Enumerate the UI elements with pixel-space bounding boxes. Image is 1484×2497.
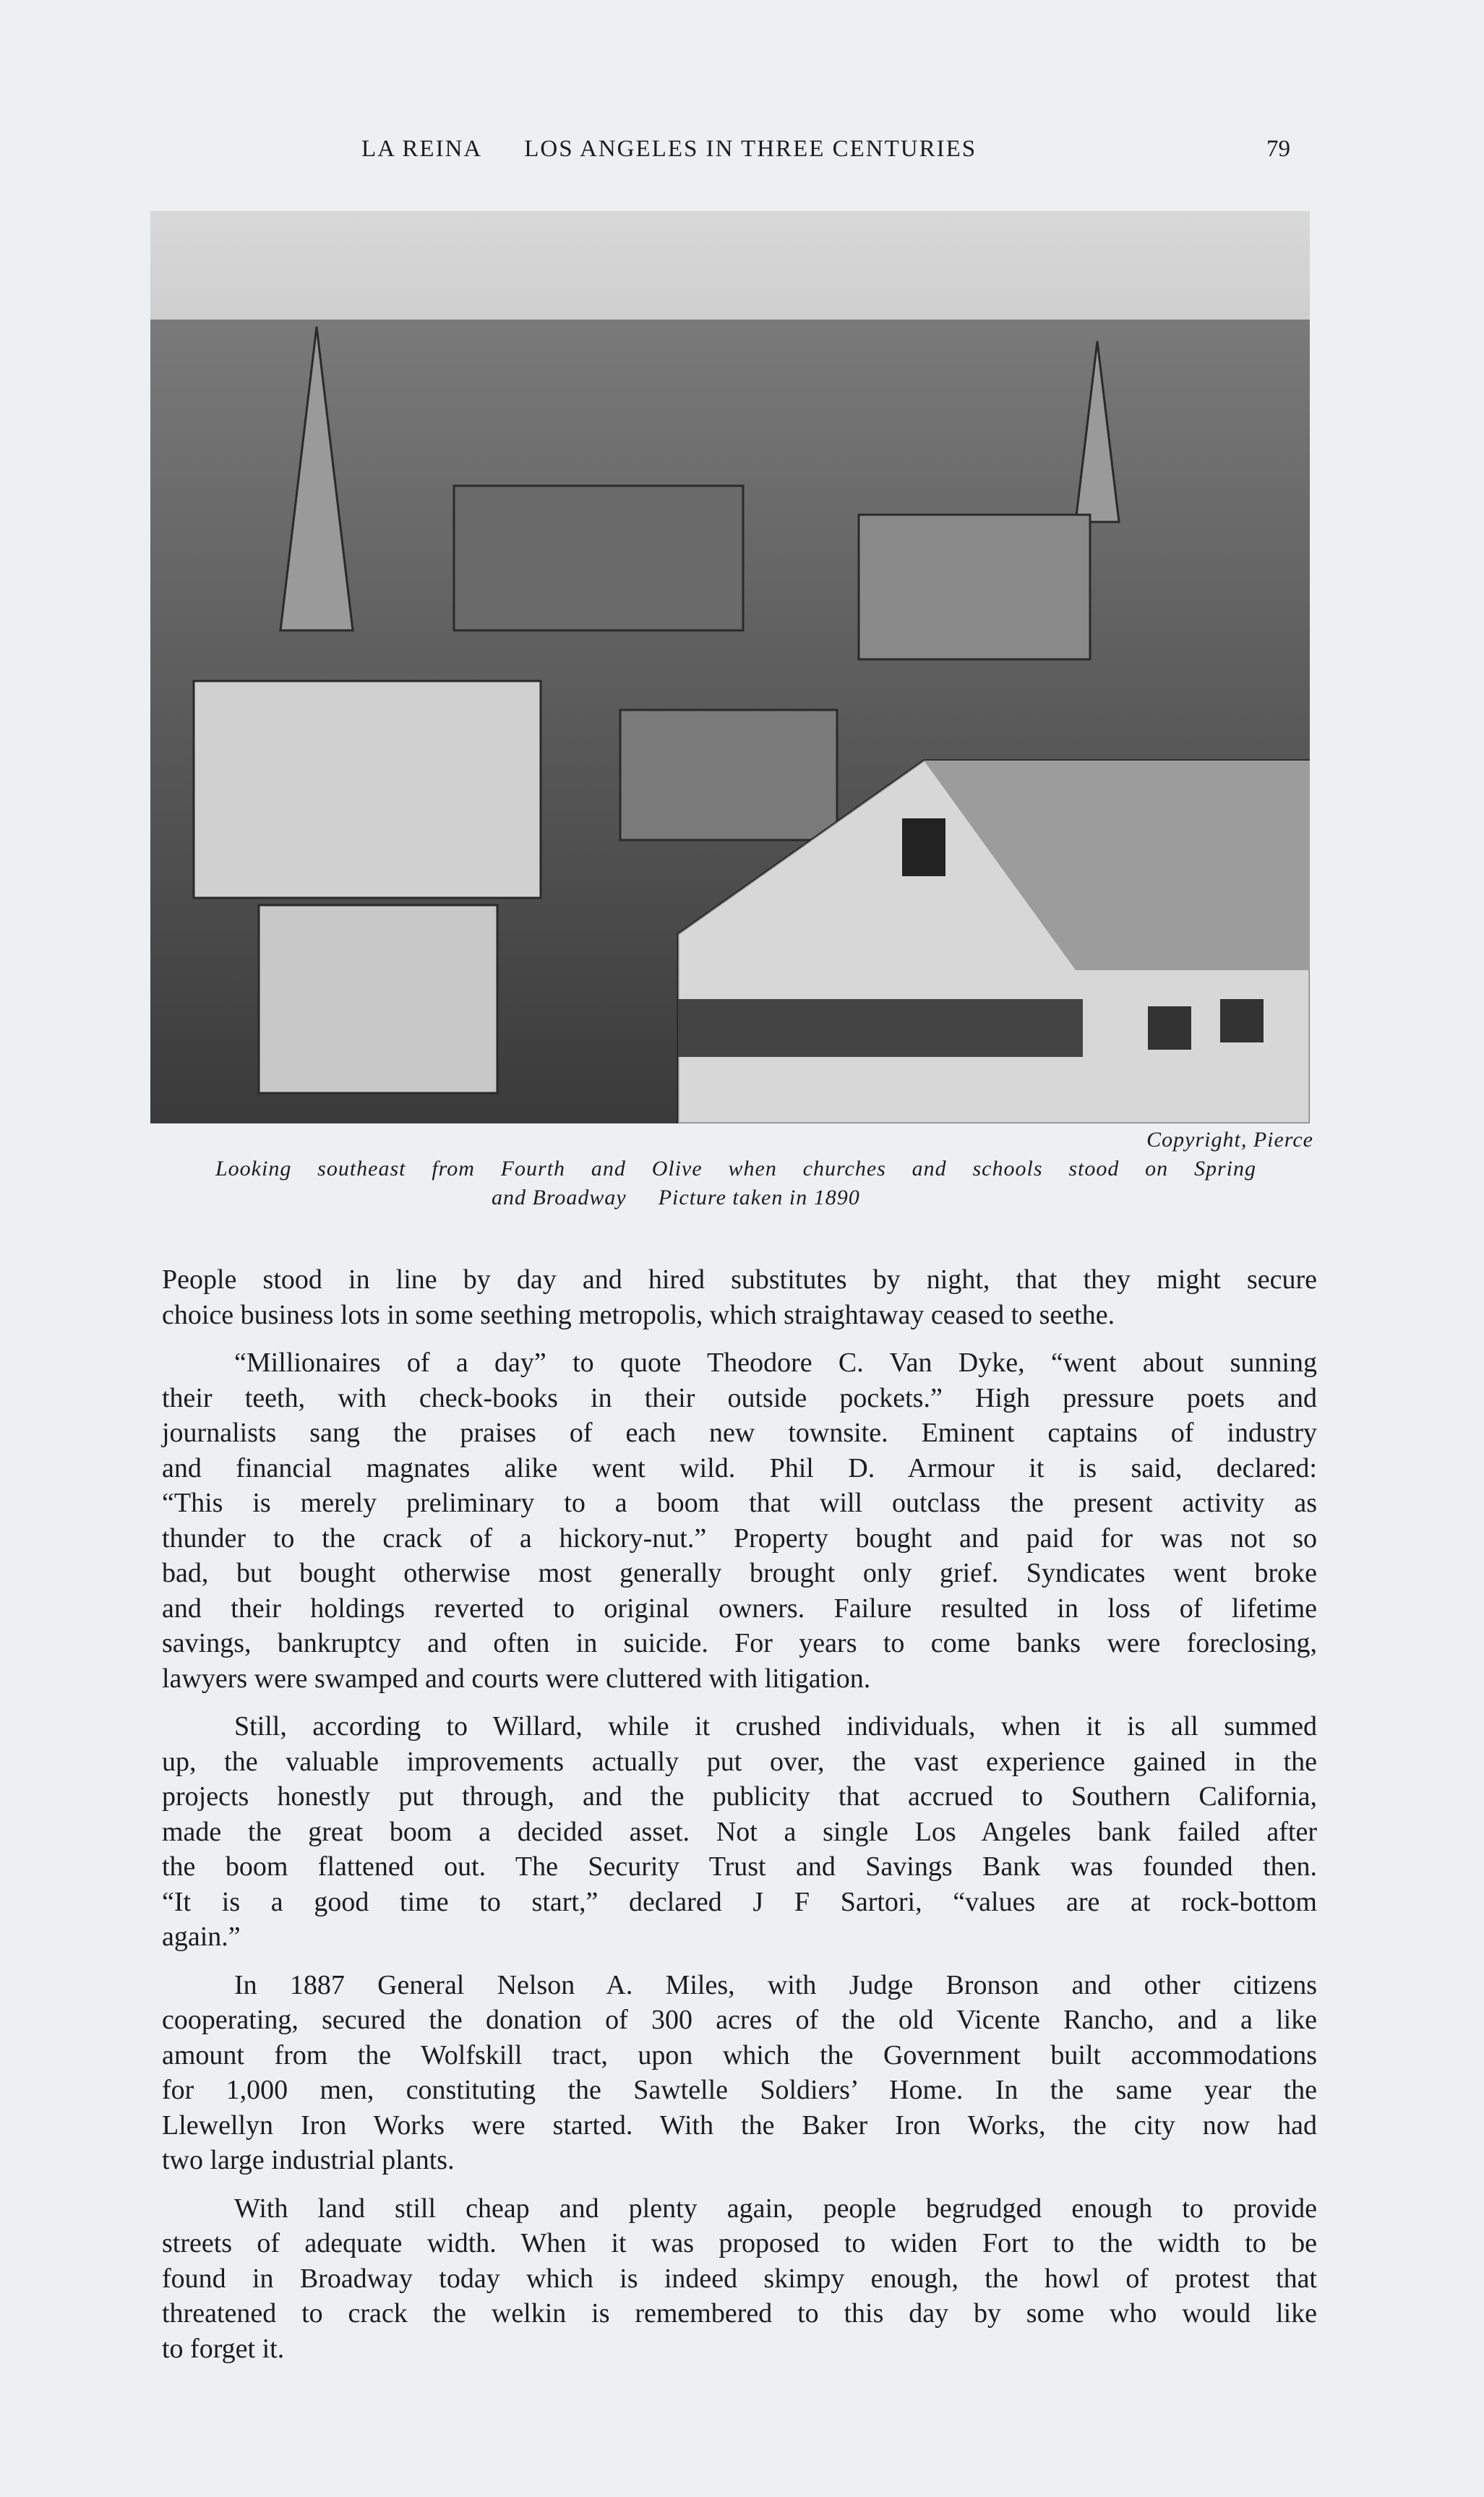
text-line: choice business lots in some seething metropolis, which straightaway ceased to seethe. [162, 1299, 1115, 1330]
text-line: up, the valuable improvements actually put over, the vast experience gained in the [162, 1746, 1317, 1777]
text-line: made the great boom a decided asset. Not a single Los Angeles bank failed after [162, 1816, 1317, 1847]
text-line: bad, but bought otherwise most generally brought only grief. Syndicates went broke [162, 1558, 1317, 1588]
text-line: projects honestly put through, and the publicity that accrued to Southern California, [162, 1781, 1317, 1812]
text-line: to forget it. [162, 2333, 285, 2364]
text-line: threatened to crack the welkin is remembered to this day by some who would like [162, 2298, 1317, 2329]
body-text [162, 1262, 1317, 2379]
paragraph [162, 1968, 1317, 2178]
text-line: “Millionaires of a day” to quote Theodore C. Van Dyke, “went about sunning [234, 1348, 1317, 1378]
text-line: and financial magnates alike went wild. Phil D. Armour it is said, declared: [162, 1452, 1317, 1483]
text-line: thunder to the crack of a hickory-nut.” Property bought and paid for was not so [162, 1522, 1317, 1554]
photo-credit: Copyright, Pierce [1146, 1128, 1313, 1152]
text-line: two large industrial plants. [162, 2145, 455, 2175]
text-line: and their holdings reverted to original owners. Failure resulted in loss of lifetime [162, 1593, 1317, 1624]
photo-caption: Looking southeast from Fourth and Olive when churches and schools stood on Spring [215, 1157, 1256, 1181]
text-line: People stood in line by day and hired substitutes by night, that they might secure [162, 1264, 1317, 1295]
text-line: Llewellyn Iron Works were started. With the Baker Iron Works, the city now had [162, 2110, 1317, 2141]
text-line: With land still cheap and plenty again, people begrudged enough to provide [234, 2193, 1317, 2224]
paragraph [162, 1709, 1317, 1955]
text-line: found in Broadway today which is indeed skimpy enough, the howl of protest that [162, 2263, 1317, 2294]
text-line: “It is a good time to start,” declared J F Sartori, “values are at rock-bottom [162, 1886, 1317, 1917]
text-line: lawyers were swamped and courts were cluttered with litigation. [162, 1663, 871, 1694]
text-line: journalists sang the praises of each new townsite. Eminent captains of industry [162, 1418, 1317, 1448]
photo-caption-continued [492, 1186, 892, 1210]
text-line: for 1,000 men, constituting the Sawtelle Soldiers’ Home. In the same year the [162, 2075, 1317, 2105]
page-number: 79 [1266, 136, 1290, 162]
chapter-title: LOS ANGELES IN THREE CENTURIES [524, 136, 977, 162]
paragraph [162, 2191, 1317, 2367]
historic-photo [150, 211, 1310, 1123]
running-header [361, 136, 1018, 163]
book-title: LA REINA [361, 136, 483, 162]
paragraph [162, 1345, 1317, 1696]
text-line: the boom flattened out. The Security Trust and Savings Bank was founded then. [162, 1851, 1317, 1882]
text-line: their teeth, with check-books in their outside pockets.” High pressure poets and [162, 1382, 1317, 1413]
text-line: savings, bankruptcy and often in suicide. For years to come banks were foreclosing, [162, 1628, 1317, 1658]
text-line: again.” [162, 1922, 241, 1952]
text-line: amount from the Wolfskill tract, upon which the Government built accommodations [162, 2039, 1317, 2070]
caption-date: Picture taken in 1890 [658, 1186, 860, 1209]
caption-location: and Broadway [492, 1186, 627, 1209]
text-line: “This is merely preliminary to a boom that will outclass the present activity as [162, 1488, 1317, 1518]
paragraph [162, 1262, 1317, 1332]
text-line: Still, according to Willard, while it crushed individuals, when it is all summed [234, 1711, 1317, 1742]
text-line: streets of adequate width. When it was proposed to widen Fort to the width to be [162, 2228, 1317, 2258]
text-line: In 1887 General Nelson A. Miles, with Judge Bronson and other citizens [234, 1969, 1317, 2000]
text-line: cooperating, secured the donation of 300 acres of the old Vicente Rancho, and a like [162, 2005, 1317, 2035]
